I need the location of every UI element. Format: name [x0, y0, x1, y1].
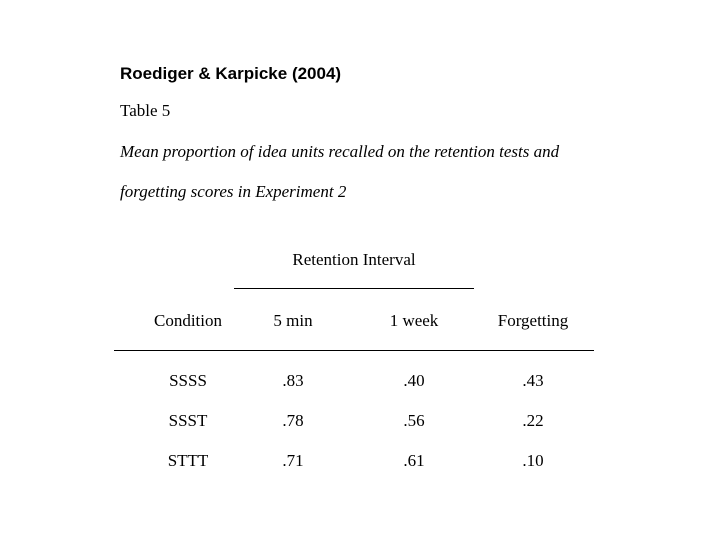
cell-1-week: .56	[403, 411, 425, 430]
table-caption-line-2: forgetting scores in Experiment 2	[120, 182, 347, 201]
cell-5-min: .83	[282, 371, 304, 390]
slide-title: Roediger & Karpicke (2004)	[120, 64, 342, 83]
cell-condition: SSSS	[169, 371, 207, 390]
column-header-1-week: 1 week	[389, 311, 439, 330]
column-header-forgetting: Forgetting	[497, 311, 569, 330]
cell-1-week: .40	[403, 371, 425, 390]
cell-1-week: .61	[403, 451, 425, 470]
group-header-rule	[234, 288, 474, 289]
cell-forgetting: .22	[522, 411, 544, 430]
cell-condition: SSST	[168, 411, 208, 430]
retention-interval-header: Retention Interval	[292, 250, 416, 269]
cell-forgetting: .43	[522, 371, 544, 390]
column-header-condition: Condition	[153, 311, 223, 330]
cell-5-min: .71	[282, 451, 304, 470]
table-label: Table 5	[120, 101, 171, 120]
table-caption-line-1: Mean proportion of idea units recalled on the retention tests and	[120, 142, 560, 161]
cell-forgetting: .10	[522, 451, 544, 470]
header-rule	[114, 350, 594, 351]
cell-5-min: .78	[282, 411, 304, 430]
cell-condition: STTT	[167, 451, 209, 470]
column-header-5-min: 5 min	[273, 311, 313, 330]
